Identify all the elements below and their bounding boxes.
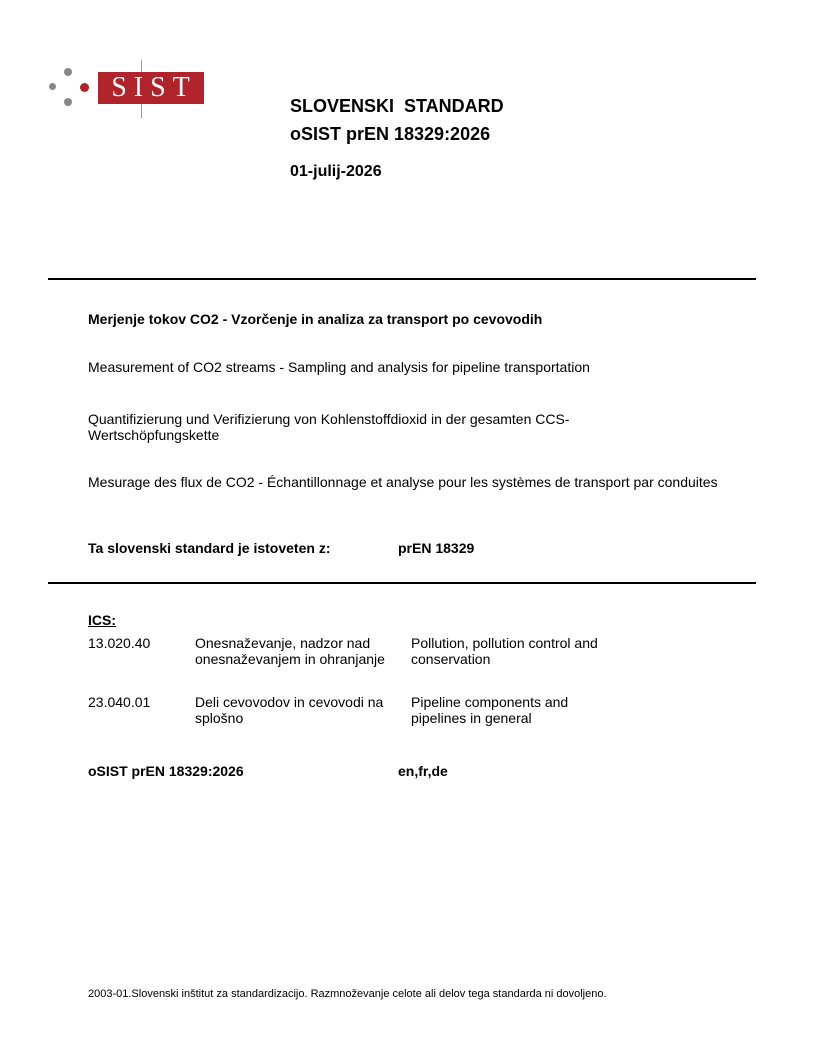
document-code: oSIST prEN 18329:2026 (88, 763, 244, 779)
logo-dot-left (49, 83, 56, 90)
title-slovenian: Merjenje tokov CO2 - Vzorčenje in analiza za transport po cevovodih (88, 311, 543, 327)
logo-dot-center (80, 83, 89, 92)
top-divider (48, 278, 756, 280)
identical-value: prEN 18329 (398, 540, 475, 556)
ics-description-en: Pollution, pollution control and conservation (411, 635, 598, 667)
ics-code: 23.040.01 (88, 694, 151, 710)
ics-heading: ICS: (88, 612, 116, 628)
title-german: Quantifizierung und Verifizierung von Kohlenstoffdioxid in der gesamten CCS-Wertschöpfungskette (88, 411, 570, 443)
ics-description-en: Pipeline components and pipelines in general (411, 694, 569, 726)
logo-wordmark: SIST (98, 72, 204, 104)
standard-type-heading: SLOVENSKI STANDARD (290, 96, 504, 116)
copyright-notice: 2003-01.Slovenski inštitut za standardizacijo. Razmnoževanje celote ali delov tega standarda ni dovoljeno. (88, 988, 607, 1000)
ics-description-sl: Deli cevovodov in cevovodi na splošno (195, 694, 384, 726)
bottom-divider (48, 582, 756, 584)
publication-date: 01-julij-2026 (290, 163, 382, 180)
identical-label: Ta slovenski standard je istoveten z: (88, 540, 331, 556)
document-languages: en,fr,de (398, 763, 448, 779)
ics-description-sl: Onesnaževanje, nadzor nad onesnaževanjem in ohranjanje (195, 635, 385, 667)
title-french: Mesurage des flux de CO2 - Échantillonnage et analyse pour les systèmes de transport par conduites (88, 474, 718, 490)
standard-designation: oSIST prEN 18329:2026 (290, 124, 491, 144)
ics-code: 13.020.40 (88, 635, 151, 651)
logo-dot-top (64, 68, 72, 76)
title-english: Measurement of CO2 streams - Sampling and analysis for pipeline transportation (88, 359, 590, 375)
logo-dot-bottom (64, 98, 72, 106)
